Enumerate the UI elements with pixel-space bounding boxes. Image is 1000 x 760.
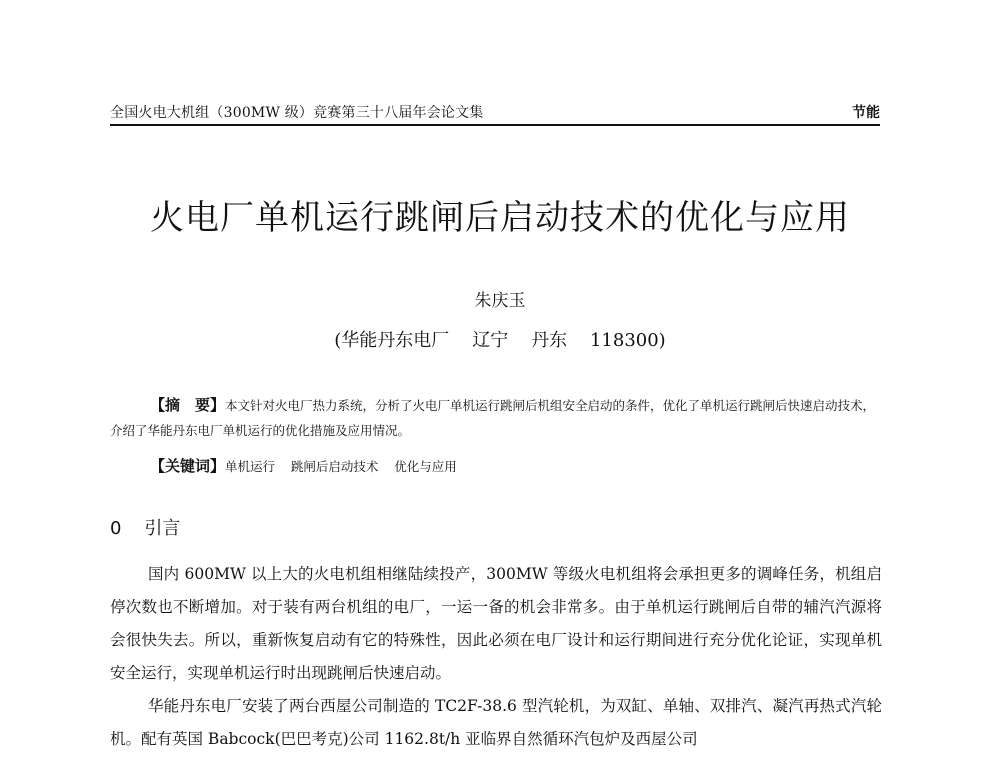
keywords-label: 【关键词】 <box>150 457 226 475</box>
keywords <box>150 456 457 477</box>
section-heading-introduction: 0 引言 <box>110 518 181 539</box>
keywords-text: 单机运行 跳闸后启动技术 优化与应用 <box>225 459 457 474</box>
proceedings-title: 全国火电大机组（300MW 级）竞赛第三十八届年会论文集 <box>110 105 484 121</box>
section-category: 节能 <box>852 105 880 121</box>
author-affiliation: (华能丹东电厂 辽宁 丹东 118300) <box>334 330 666 351</box>
abstract <box>110 393 882 443</box>
paragraph: 国内 600MW 以上大的火电机组相继陆续投产，300MW 等级火电机组将会承担更多的调峰任务，机组启停次数也不断增加。对于装有两台机组的电厂，一运一备的机会非常多。由于单机运行跳闸后自带的辅汽汽源将会很快失去。所以，重新恢复启动有它的特殊性，因此必须在电厂设计和运行期间进行充分优化论证，实现单机安全运行，实现单机运行时出现跳闸后快速启动。 <box>110 565 882 682</box>
paragraph: 华能丹东电厂安装了两台西屋公司制造的 TC2F-38.6 型汽轮机，为双缸、单轴、双排汽、凝汽再热式汽轮机。配有英国 Babcock(巴巴考克)公司 1162.8t/h 亚临界自然循环汽包炉及西屋公司 <box>110 697 882 748</box>
paper-title: 火电厂单机运行跳闸后启动技术的优化与应用 <box>150 198 850 238</box>
abstract-text: 本文针对火电厂热力系统，分析了火电厂单机运行跳闸后机组安全启动的条件，优化了单机运行跳闸后快速启动技术，介绍了华能丹东电厂单机运行的优化措施及应用情况。 <box>110 398 876 438</box>
author-name: 朱庆玉 <box>474 291 526 311</box>
body-text <box>110 558 882 756</box>
running-header <box>110 100 880 126</box>
abstract-label: 【摘 要】 <box>150 396 226 414</box>
